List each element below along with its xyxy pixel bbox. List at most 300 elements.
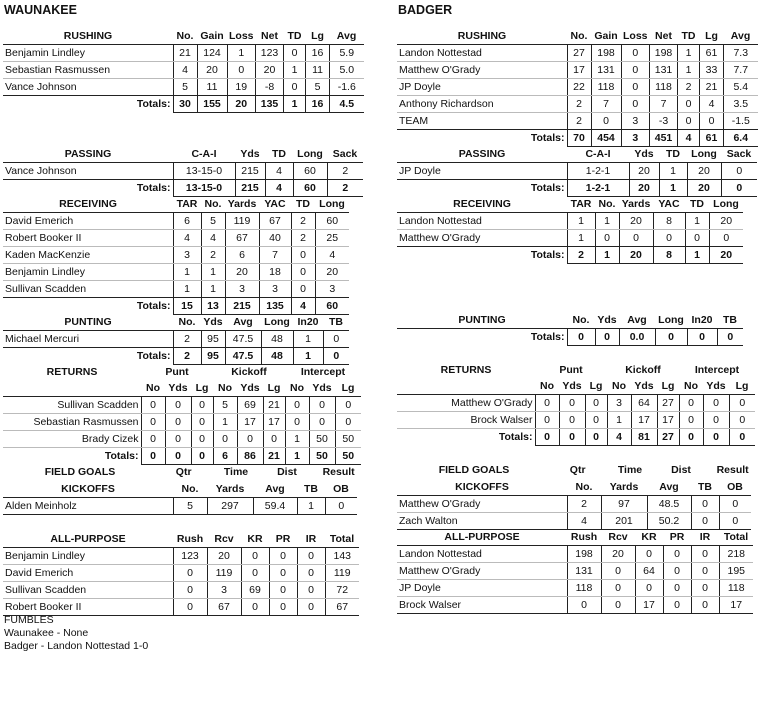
returns-table-left <box>3 364 365 465</box>
stat-cell: 20 <box>619 213 653 230</box>
stat-cell: 0 <box>291 281 315 298</box>
column-header: Yards <box>225 196 259 213</box>
column-header: Yds <box>559 378 585 395</box>
stat-cell: 6 <box>225 247 259 264</box>
stat-cell: 3 <box>621 113 650 130</box>
stat-cell: 1 <box>201 264 225 281</box>
stat-cell: 1 <box>678 62 700 79</box>
stat-cell: 1 <box>567 230 595 247</box>
header-row <box>397 529 753 546</box>
total-cell: 21 <box>263 448 285 465</box>
stat-cell: 0 <box>663 546 691 563</box>
stat-cell: -1.5 <box>724 113 758 130</box>
stat-table <box>397 529 753 614</box>
table-row <box>397 412 755 429</box>
stat-cell: 4 <box>315 247 349 264</box>
player-name: Matthew O'Grady <box>397 62 567 79</box>
totals-row <box>3 448 361 465</box>
section-title: ALL-PURPOSE <box>3 531 173 548</box>
stat-cell: 118 <box>719 580 753 597</box>
totals-row <box>3 96 364 113</box>
total-cell: 1 <box>285 448 309 465</box>
column-header: Lg <box>306 28 330 45</box>
table-row <box>397 45 758 62</box>
totals-row <box>3 348 349 365</box>
total-cell: 81 <box>631 429 657 446</box>
stat-cell: 64 <box>631 395 657 412</box>
total-cell: 0.0 <box>619 329 655 346</box>
punting-table-right <box>397 312 759 346</box>
stat-cell: 215 <box>235 163 265 180</box>
column-header: Sack <box>327 146 363 163</box>
player-name: Benjamin Lindley <box>3 45 173 62</box>
stat-cell: 0 <box>269 565 297 582</box>
player-name: Robert Booker II <box>3 230 173 247</box>
column-header: Yds <box>165 380 191 397</box>
stat-cell: 20 <box>629 163 659 180</box>
stat-cell: 7 <box>259 247 291 264</box>
stat-cell: 0 <box>721 163 757 180</box>
section-title: PASSING <box>3 146 173 163</box>
stat-cell: 97 <box>601 496 647 513</box>
column-header: Loss <box>227 28 256 45</box>
player-name: Landon Nottestad <box>397 546 567 563</box>
column-header: TB <box>691 479 719 496</box>
total-cell: 61 <box>700 130 724 147</box>
header-row <box>3 28 364 45</box>
field-goals-table <box>397 462 759 478</box>
column-header: Gain <box>591 28 621 45</box>
column-header: Total <box>719 529 753 546</box>
stat-cell: 72 <box>325 582 359 599</box>
total-cell: 47.5 <box>225 348 261 365</box>
column-header: Sack <box>721 146 757 163</box>
column-header: YAC <box>259 196 291 213</box>
total-cell: 1 <box>284 96 306 113</box>
total-cell: 13 <box>201 298 225 315</box>
blank-header <box>3 380 141 397</box>
blank-header <box>397 378 535 395</box>
stat-cell: 0 <box>165 431 191 448</box>
column-header: TD <box>291 196 315 213</box>
column-header: No. <box>567 479 601 496</box>
totals-label: Totals: <box>136 350 171 363</box>
section-title: RETURNS <box>46 366 98 378</box>
column-header: OB <box>719 479 751 496</box>
stat-cell: 16 <box>306 45 330 62</box>
stat-cell: 198 <box>567 546 601 563</box>
total-cell: 4 <box>265 180 293 197</box>
stat-cell: 0 <box>263 431 285 448</box>
stat-cell: 201 <box>601 513 647 530</box>
stat-cell: 1-2-1 <box>567 163 629 180</box>
column-header: Avg <box>724 28 758 45</box>
stat-cell: 0 <box>335 397 361 414</box>
stat-cell: 0 <box>284 79 306 96</box>
totals-label: Totals: <box>136 98 171 111</box>
total-cell: 16 <box>306 96 330 113</box>
column-header: Yds <box>309 380 335 397</box>
group-header: Kickoff <box>231 366 267 378</box>
player-name: David Emerich <box>3 565 173 582</box>
column-header: Yds <box>595 312 619 329</box>
table-row <box>3 62 364 79</box>
total-cell: 0 <box>703 429 729 446</box>
stat-cell: 48.5 <box>647 496 691 513</box>
stat-cell: 7.3 <box>724 45 758 62</box>
player-name: Matthew O'Grady <box>397 395 535 412</box>
column-header: No <box>213 380 237 397</box>
field-goals-header-right <box>397 462 759 478</box>
stat-cell: 61 <box>700 45 724 62</box>
column-header: Long <box>655 312 687 329</box>
column-header: No. <box>567 312 595 329</box>
stat-cell: 0 <box>635 580 663 597</box>
table-row <box>3 45 364 62</box>
receiving-table-right <box>397 196 759 264</box>
column-header: Dist <box>671 464 691 476</box>
stat-cell: 131 <box>591 62 621 79</box>
total-cell: 0 <box>323 348 349 365</box>
stat-table <box>397 28 758 147</box>
totals-label: Totals: <box>136 182 171 195</box>
stat-cell: 0 <box>663 580 691 597</box>
stat-cell: 20 <box>197 62 227 79</box>
stat-cell: 33 <box>700 62 724 79</box>
total-cell: 2 <box>173 348 201 365</box>
header-row <box>3 196 349 213</box>
player-name: David Emerich <box>3 213 173 230</box>
stat-cell: 4 <box>173 230 201 247</box>
total-cell: 215 <box>225 298 259 315</box>
stat-cell: 27 <box>567 45 591 62</box>
stat-cell: 2 <box>327 163 363 180</box>
column-header: Rush <box>567 529 601 546</box>
stat-cell: 131 <box>567 563 601 580</box>
stat-cell: 21 <box>700 79 724 96</box>
column-header: Yds <box>703 378 729 395</box>
field-goals-header-left <box>3 464 365 480</box>
total-cell: 20 <box>629 180 659 197</box>
stat-cell: 198 <box>650 45 678 62</box>
column-header: No. <box>567 28 591 45</box>
group-header: Kickoff <box>625 364 661 376</box>
stat-cell: 0 <box>621 45 650 62</box>
section-title: PUNTING <box>3 314 173 331</box>
stat-cell: 60 <box>315 213 349 230</box>
player-name: Brock Walser <box>397 597 567 614</box>
table-row <box>397 163 757 180</box>
stat-cell: 2 <box>173 331 201 348</box>
column-header: Long <box>709 196 743 213</box>
stat-cell: 7.7 <box>724 62 758 79</box>
stat-cell: 21 <box>173 45 197 62</box>
stat-cell: 0 <box>621 79 650 96</box>
total-cell: 50 <box>309 448 335 465</box>
column-header: IR <box>691 529 719 546</box>
player-name: Brady Cizek <box>3 431 141 448</box>
stat-cell: 118 <box>567 580 601 597</box>
column-header: Lg <box>700 28 724 45</box>
stat-cell: 20 <box>687 163 721 180</box>
player-name: Matthew O'Grady <box>397 496 567 513</box>
table-row <box>397 230 743 247</box>
column-header: No. <box>173 314 201 331</box>
total-cell: 6 <box>213 448 237 465</box>
stat-cell: 0 <box>621 96 650 113</box>
stat-cell: 0 <box>691 580 719 597</box>
stat-cell: 0 <box>165 397 191 414</box>
table-row <box>397 597 753 614</box>
stat-cell: 0 <box>663 563 691 580</box>
stat-cell: 17 <box>263 414 285 431</box>
table-row <box>3 264 349 281</box>
stat-cell: 2 <box>291 213 315 230</box>
stat-cell: -1.6 <box>330 79 364 96</box>
stat-cell: 4 <box>201 230 225 247</box>
stat-cell: 0 <box>213 431 237 448</box>
stat-cell: 198 <box>591 45 621 62</box>
stat-cell: 0 <box>595 230 619 247</box>
table-row <box>397 563 753 580</box>
totals-row <box>397 329 743 346</box>
stat-cell: 0 <box>703 395 729 412</box>
column-header: Yards <box>207 481 253 498</box>
table-row <box>397 113 758 130</box>
stat-table <box>397 146 757 197</box>
total-cell: 0 <box>721 180 757 197</box>
stat-cell: 1 <box>595 213 619 230</box>
table-row <box>3 599 359 616</box>
stat-cell: 0 <box>297 565 325 582</box>
stat-cell: 1 <box>297 498 325 515</box>
table-row <box>397 79 758 96</box>
total-cell: 451 <box>650 130 678 147</box>
column-header: No. <box>201 196 225 213</box>
stat-cell: 11 <box>306 62 330 79</box>
table-row <box>3 498 357 515</box>
total-cell: 1 <box>595 247 619 264</box>
column-header: Long <box>687 146 721 163</box>
stat-cell: 5 <box>306 79 330 96</box>
stat-cell: 0 <box>691 597 719 614</box>
receiving-table-left <box>3 196 365 315</box>
player-name: JP Doyle <box>397 580 567 597</box>
stat-cell: 0 <box>241 599 269 616</box>
stat-cell: 0 <box>323 331 349 348</box>
column-header: No. <box>595 196 619 213</box>
stat-cell: 0 <box>719 513 751 530</box>
totals-row <box>3 298 349 315</box>
column-header: Net <box>650 28 678 45</box>
kickoffs-table-right <box>397 479 759 530</box>
column-header: TD <box>659 146 687 163</box>
stat-cell: 17 <box>657 412 679 429</box>
stat-cell: 1 <box>213 414 237 431</box>
stat-cell: 0 <box>691 496 719 513</box>
column-header: No. <box>173 481 207 498</box>
stat-cell: 0 <box>191 414 213 431</box>
stat-cell: 0 <box>685 230 709 247</box>
total-cell: 0 <box>717 329 743 346</box>
total-cell: 215 <box>235 180 265 197</box>
column-header: Lg <box>585 378 607 395</box>
stat-cell: 0 <box>297 582 325 599</box>
column-header: TB <box>323 314 349 331</box>
stat-cell: 48 <box>261 331 293 348</box>
stat-table <box>397 196 743 264</box>
stat-cell: 119 <box>325 565 359 582</box>
header-row <box>397 196 743 213</box>
section-title: FIELD GOALS <box>438 464 510 476</box>
stat-cell: 0 <box>241 548 269 565</box>
column-header: Qtr <box>175 466 192 478</box>
stat-cell: 0 <box>227 62 256 79</box>
stat-cell: 0 <box>141 397 165 414</box>
stat-table <box>3 314 349 365</box>
total-cell: 86 <box>237 448 263 465</box>
table-row <box>3 414 361 431</box>
stat-cell: 0 <box>285 414 309 431</box>
column-header: No <box>285 380 309 397</box>
column-header: Rcv <box>207 531 241 548</box>
stat-cell: 0 <box>309 414 335 431</box>
header-row <box>397 462 759 478</box>
stat-cell: 0 <box>601 563 635 580</box>
stat-cell: 1 <box>678 45 700 62</box>
stat-cell: 0 <box>591 113 621 130</box>
stat-cell: 0 <box>309 397 335 414</box>
stat-cell: 124 <box>197 45 227 62</box>
header-row <box>3 464 365 480</box>
column-header: Yds <box>631 378 657 395</box>
column-header: Avg <box>619 312 655 329</box>
stat-cell: 17 <box>237 414 263 431</box>
player-name: Brock Walser <box>397 412 535 429</box>
fumbles-section <box>4 614 148 653</box>
total-cell: 70 <box>567 130 591 147</box>
column-header: TAR <box>173 196 201 213</box>
stat-cell: 0 <box>141 431 165 448</box>
fumbles-line-waunakee: Waunakee - None <box>4 627 89 639</box>
section-title: KICKOFFS <box>3 481 173 498</box>
stat-cell: 3 <box>259 281 291 298</box>
total-cell: 0 <box>595 329 619 346</box>
stat-cell: 0 <box>173 582 207 599</box>
column-header: Net <box>256 28 284 45</box>
stat-cell: 0 <box>297 548 325 565</box>
stat-cell: 20 <box>225 264 259 281</box>
stat-cell: 0 <box>663 597 691 614</box>
stat-table <box>397 479 751 530</box>
table-row <box>397 96 758 113</box>
stat-cell: 21 <box>263 397 285 414</box>
stat-cell: 20 <box>315 264 349 281</box>
totals-label: Totals: <box>530 132 565 145</box>
header-row <box>3 380 361 397</box>
stat-cell: 0 <box>535 412 559 429</box>
player-name: Landon Nottestad <box>397 213 567 230</box>
stat-cell: 4 <box>265 163 293 180</box>
column-header: Lg <box>729 378 755 395</box>
column-header: Avg <box>647 479 691 496</box>
column-header: Lg <box>335 380 361 397</box>
stat-cell: 2 <box>201 247 225 264</box>
column-header: In20 <box>687 312 717 329</box>
all-purpose-table-left <box>3 531 365 616</box>
stat-cell: 0 <box>567 597 601 614</box>
column-header: No <box>679 378 703 395</box>
stat-cell: 0 <box>269 599 297 616</box>
stat-cell: -8 <box>256 79 284 96</box>
field-goals-table <box>3 464 365 480</box>
stat-cell: 0 <box>619 230 653 247</box>
total-cell: 4.5 <box>330 96 364 113</box>
total-cell: 30 <box>173 96 197 113</box>
total-cell: 60 <box>315 298 349 315</box>
player-name: Michael Mercuri <box>3 331 173 348</box>
totals-label: Totals: <box>136 300 171 313</box>
stat-cell: 0 <box>679 395 703 412</box>
column-header: Dist <box>277 466 297 478</box>
column-header: Yds <box>237 380 263 397</box>
player-name: JP Doyle <box>397 163 567 180</box>
stat-cell: 0 <box>191 397 213 414</box>
stat-cell: 95 <box>201 331 225 348</box>
header-row <box>397 146 757 163</box>
totals-label: Totals: <box>104 450 139 463</box>
totals-row <box>397 180 757 197</box>
total-cell: 4 <box>291 298 315 315</box>
player-name: Sullivan Scadden <box>3 582 173 599</box>
table-row <box>397 513 751 530</box>
column-header: Time <box>223 466 249 478</box>
total-cell: 135 <box>259 298 291 315</box>
stat-table <box>3 196 349 315</box>
player-name: Vance Johnson <box>3 79 173 96</box>
header-row <box>397 378 755 395</box>
stat-cell: 0 <box>173 565 207 582</box>
total-cell: 1-2-1 <box>567 180 629 197</box>
total-cell: 0 <box>687 329 717 346</box>
column-header: No <box>535 378 559 395</box>
column-header: Qtr <box>569 464 586 476</box>
stat-cell: 20 <box>709 213 743 230</box>
totals-row <box>397 429 755 446</box>
header-row <box>397 479 751 496</box>
stat-cell: 0 <box>729 412 755 429</box>
total-cell: 0 <box>567 329 595 346</box>
header-row <box>3 531 359 548</box>
stat-cell: 6 <box>173 213 201 230</box>
group-header: Punt <box>559 364 583 376</box>
column-header: Loss <box>621 28 650 45</box>
stat-cell: 8 <box>653 213 685 230</box>
header-row <box>3 314 349 331</box>
stat-cell: 0 <box>325 498 357 515</box>
table-row <box>3 565 359 582</box>
column-header: Long <box>261 314 293 331</box>
table-row <box>397 546 753 563</box>
table-row <box>3 431 361 448</box>
stat-cell: 20 <box>601 546 635 563</box>
stat-cell: 60 <box>293 163 327 180</box>
player-name: JP Doyle <box>397 79 567 96</box>
stat-cell: 11 <box>197 79 227 96</box>
section-title: RETURNS <box>440 364 492 376</box>
stat-cell: 0 <box>173 599 207 616</box>
column-header: Result <box>716 464 749 476</box>
